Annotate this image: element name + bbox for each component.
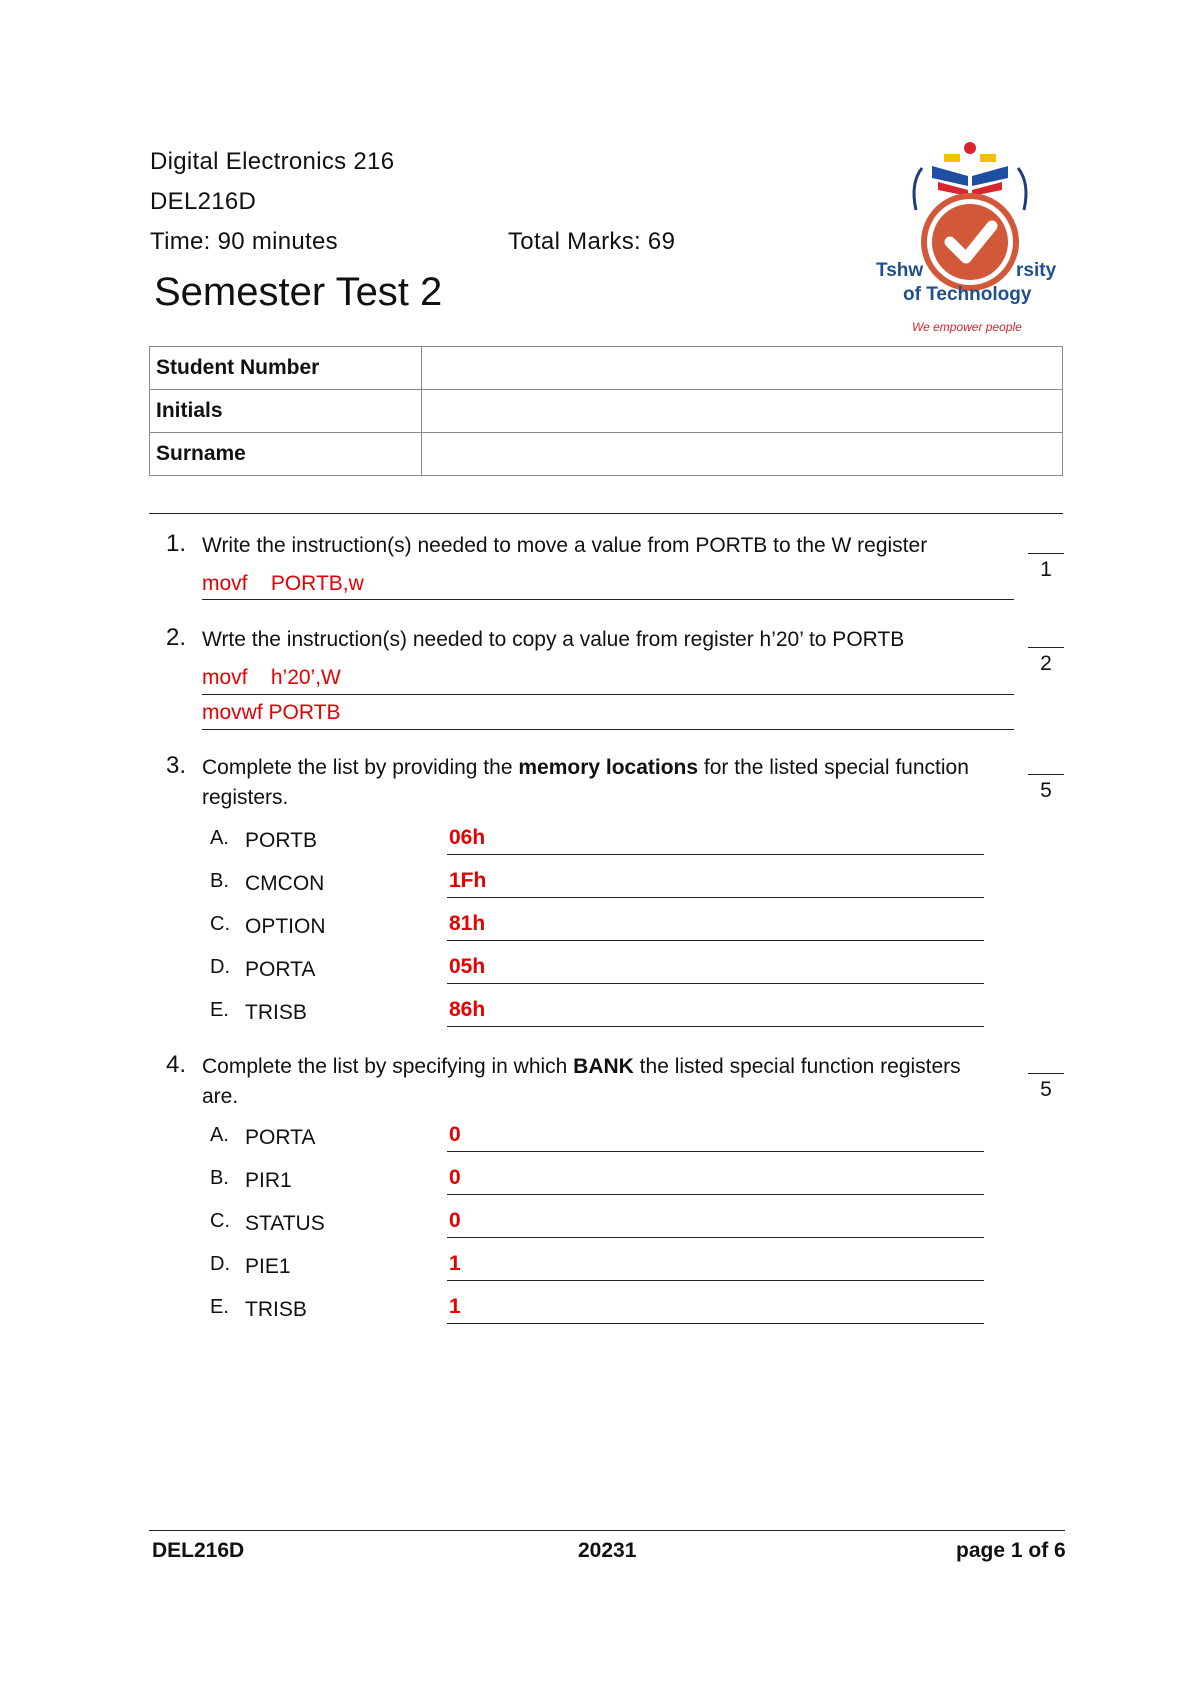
item-letter: B. <box>210 870 229 892</box>
item-answer: 1Fh <box>449 869 487 892</box>
q2-marks-value: 2 <box>1040 652 1052 675</box>
q4-marks <box>1028 1073 1064 1102</box>
student-number-field[interactable] <box>422 347 1063 390</box>
table-row <box>150 390 1063 433</box>
q2-text: Wrte the instruction(s) needed to copy a value from register h’20’ to PORTB <box>202 628 905 651</box>
q4-marks-value: 5 <box>1040 1078 1052 1101</box>
register-name: PORTB <box>245 829 317 852</box>
item-answer: 86h <box>449 998 486 1021</box>
q3-text-emphasis: memory locations <box>518 756 699 779</box>
register-name: PIR1 <box>245 1169 292 1192</box>
footer-code: DEL216D <box>152 1539 245 1562</box>
register-name: PIE1 <box>245 1255 291 1278</box>
register-name: CMCON <box>245 872 325 895</box>
item-letter: D. <box>210 956 230 978</box>
register-name: PORTA <box>245 958 316 981</box>
q2-answer-line1: movf h’20’,W <box>202 666 341 689</box>
page-title: Semester Test 2 <box>154 270 443 314</box>
item-letter: C. <box>210 913 230 935</box>
answer-underline <box>447 854 984 855</box>
item-letter: A. <box>210 827 229 849</box>
item-answer: 0 <box>449 1166 461 1189</box>
q1-text: Write the instruction(s) needed to move a value from PORTB to the W register <box>202 534 928 557</box>
answer-underline <box>447 940 984 941</box>
course-name: Digital Electronics 216 <box>150 148 395 175</box>
item-letter: B. <box>210 1167 229 1189</box>
item-letter: A. <box>210 1124 229 1146</box>
answer-underline <box>447 1237 984 1238</box>
item-answer: 0 <box>449 1123 461 1146</box>
register-name: STATUS <box>245 1212 325 1235</box>
item-answer: 81h <box>449 912 486 935</box>
answer-underline <box>447 983 984 984</box>
page-number: page 1 of 6 <box>956 1539 1066 1562</box>
item-letter: D. <box>210 1253 230 1275</box>
logo-text-right: rsity <box>1016 260 1057 281</box>
answer-underline <box>202 729 1014 730</box>
q1-answer-line1: movf PORTB,w <box>202 572 364 595</box>
item-answer: 05h <box>449 955 486 978</box>
answer-underline <box>447 1026 984 1027</box>
item-letter: E. <box>210 999 229 1021</box>
q2-marks <box>1028 647 1064 676</box>
answer-underline <box>447 1194 984 1195</box>
university-logo <box>870 138 1070 338</box>
surname-field[interactable] <box>422 433 1063 476</box>
student-number-label: Student Number <box>150 347 422 390</box>
initials-field[interactable] <box>422 390 1063 433</box>
register-name: TRISB <box>245 1001 307 1024</box>
time-limit: Time: 90 minutes <box>150 228 338 255</box>
student-info-table <box>149 346 1063 476</box>
q4-number: 4. <box>166 1051 187 1078</box>
item-letter: E. <box>210 1296 229 1318</box>
q1-number: 1. <box>166 530 187 557</box>
register-name: OPTION <box>245 915 326 938</box>
q4-text: Complete the list by specifying in which BANK the listed special function registers are. <box>202 1055 961 1108</box>
logo-text-line2: of Technology <box>903 284 1032 305</box>
q4-text-emphasis: BANK <box>573 1055 634 1078</box>
footer-term: 20231 <box>578 1539 637 1562</box>
answer-underline <box>202 694 1014 695</box>
q2-number: 2. <box>166 624 187 651</box>
q3-marks <box>1028 774 1064 803</box>
q1-marks <box>1028 553 1064 582</box>
register-name: TRISB <box>245 1298 307 1321</box>
logo-tagline: We empower people <box>912 320 1022 334</box>
item-answer: 1 <box>449 1295 461 1318</box>
surname-label: Surname <box>150 433 422 476</box>
q2-answer-line2: movwf PORTB <box>202 701 341 724</box>
item-answer: 1 <box>449 1252 461 1275</box>
answer-underline <box>202 599 1014 600</box>
item-answer: 06h <box>449 826 486 849</box>
logo-graphic-icon <box>870 138 1070 338</box>
register-name: PORTA <box>245 1126 316 1149</box>
total-marks: Total Marks: 69 <box>508 228 676 255</box>
answer-underline <box>447 1323 984 1324</box>
section-divider <box>149 513 1063 514</box>
table-row <box>150 433 1063 476</box>
q3-number: 3. <box>166 752 187 779</box>
item-answer: 0 <box>449 1209 461 1232</box>
q1-marks-value: 1 <box>1040 558 1052 581</box>
answer-underline <box>447 1280 984 1281</box>
logo-text-left: Tshw <box>876 260 924 281</box>
footer-divider <box>149 1530 1065 1531</box>
initials-label: Initials <box>150 390 422 433</box>
item-letter: C. <box>210 1210 230 1232</box>
table-row <box>150 347 1063 390</box>
course-code: DEL216D <box>150 188 257 215</box>
answer-underline <box>447 897 984 898</box>
q3-marks-value: 5 <box>1040 779 1052 802</box>
q3-text: Complete the list by providing the memory locations for the listed special function registers. <box>202 756 969 809</box>
answer-underline <box>447 1151 984 1152</box>
